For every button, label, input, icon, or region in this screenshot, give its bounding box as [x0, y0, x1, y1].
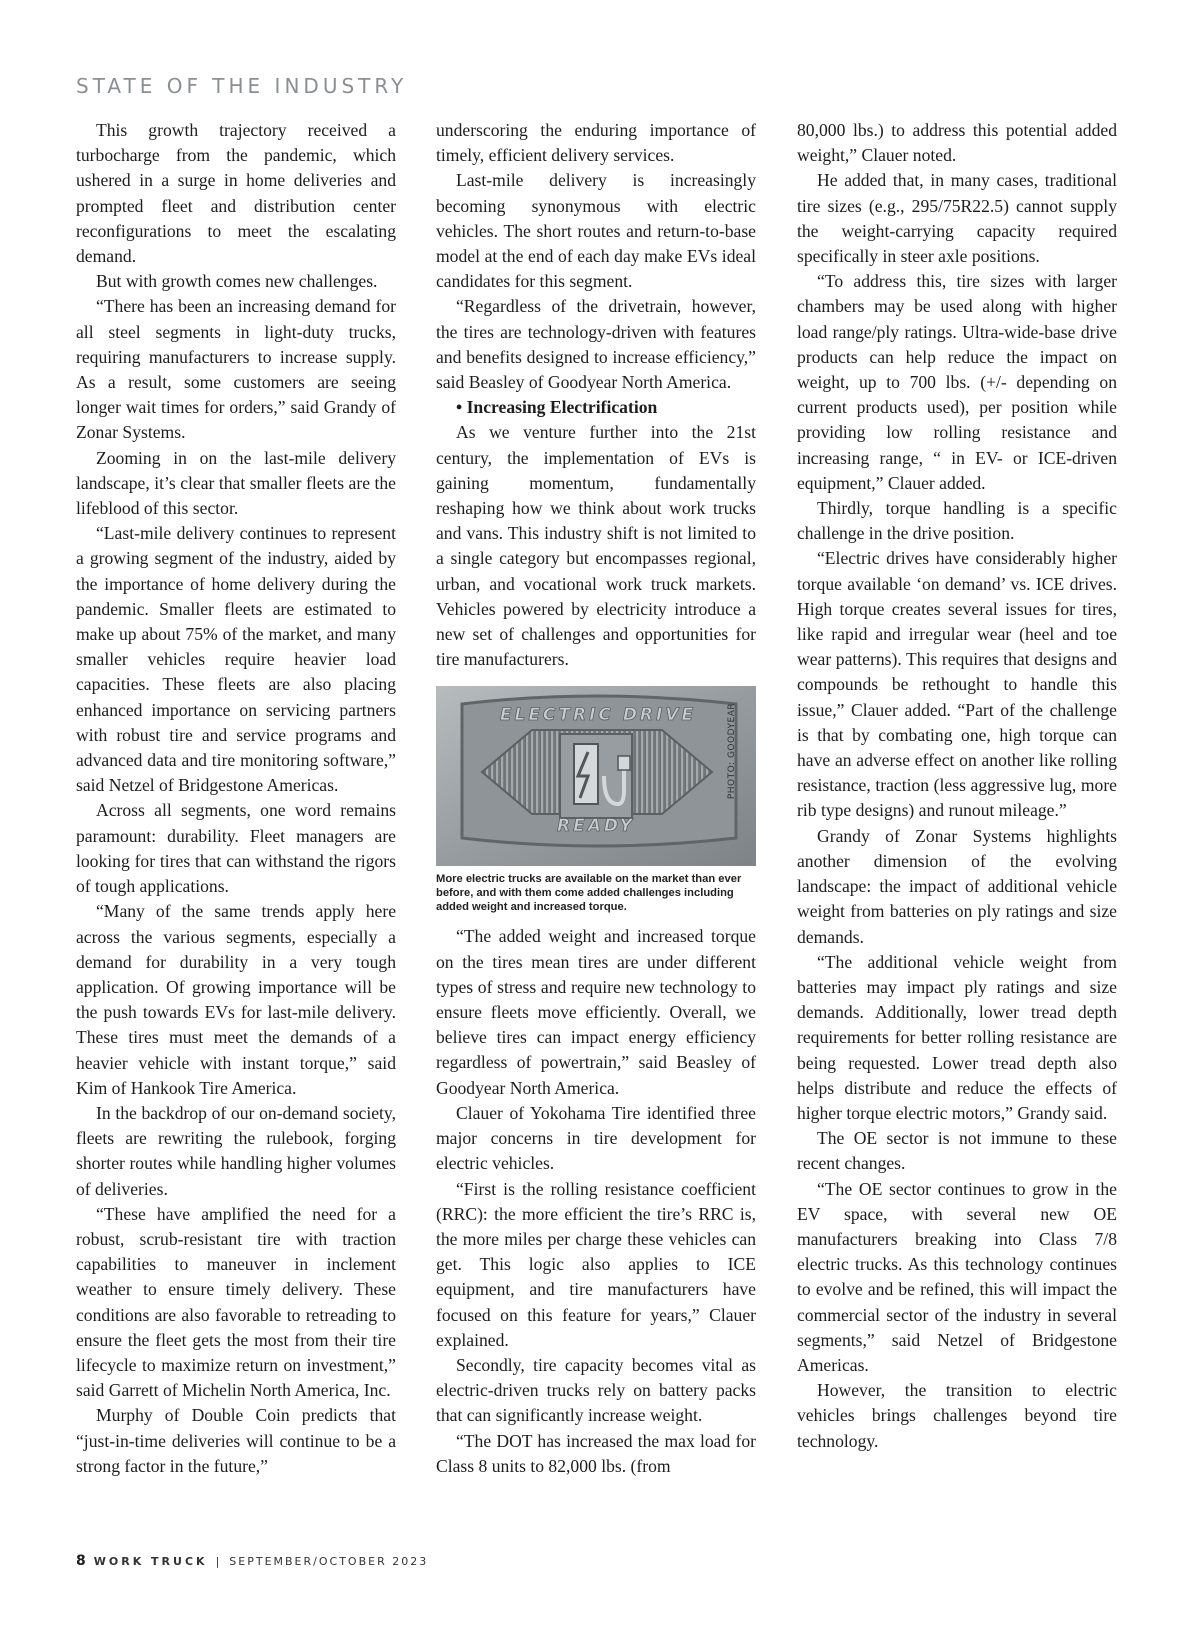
paragraph: But with growth comes new challenges.: [96, 271, 378, 292]
svg-text:ELECTRIC DRIVE: ELECTRIC DRIVE: [499, 705, 697, 726]
photo-caption: More electric trucks are available on the market than ever before, and with them come added challenges including added weight and increased torque.: [436, 873, 742, 914]
paragraph: Secondly, tire capacity becomes vital as electric-driven trucks rely on battery packs that can significantly increase weight.: [436, 1354, 756, 1426]
tire-sidewall-photo: [436, 686, 756, 866]
paragraph: “Electric drives have considerably higher torque available ‘on demand’ vs. ICE drives. High torque creates several issues for tires, like rapid and irregular wear (heel and toe wear patterns). This requires that designs and compounds be rethought to handle this issue,” Clauer added. “Part of the challenge is that by combating one, high torque can have an adverse effect on another like rolling resistance, traction (less aggressive lug, more rib type designs) and runout mileage.”: [797, 548, 1117, 821]
paragraph: “The DOT has increased the max load for Class 8 units to 82,000 lbs. (from: [436, 1430, 756, 1476]
paragraph: “Many of the same trends apply here across the various segments, especially a demand for durability in a very tough application. Of growing importance will be the push towards EVs for last-mile delivery. These tires must meet the demands of a heavier vehicle with instant torque,” said Kim of Hankook Tire America.: [76, 901, 396, 1098]
paragraph: “The OE sector continues to grow in the EV space, with several new OE manufacturers breaking into Class 7/8 electric trucks. As this technology continues to evolve and be refined, this will impact the commercial sector of the industry in several segments,” said Netzel of Bridgestone Americas.: [797, 1178, 1117, 1375]
section-header: STATE OF THE INDUSTRY: [76, 74, 408, 98]
svg-text:READY: READY: [557, 816, 635, 837]
paragraph: In the backdrop of our on-demand society, fleets are rewriting the rulebook, forging shorter routes while handling higher volumes of deliveries.: [76, 1102, 396, 1199]
paragraph: “Regardless of the drivetrain, however, the tires are technology-driven with features and benefits designed to increase efficiency,” said Beasley of Goodyear North America.: [436, 296, 756, 393]
paragraph: “First is the rolling resistance coefficient (RRC): the more efficient the tire’s RRC is, the more miles per charge these vehicles can get. This logic also applies to ICE equipment, and tire manufacturers have focused on this feature for years,” Clauer explained.: [436, 1178, 756, 1350]
paragraph: Clauer of Yokohama Tire identified three major concerns in tire development for electric vehicles.: [436, 1102, 756, 1174]
paragraph: He added that, in many cases, traditional tire sizes (e.g., 295/75R22.5) cannot supply the weight-carrying capacity required specifically in steer axle positions.: [797, 170, 1117, 267]
paragraph: Murphy of Double Coin predicts that “just-in-time deliveries will continue to be a strong factor in the future,”: [76, 1405, 396, 1476]
paragraph: This growth trajectory received a turbocharge from the pandemic, which ushered in a surge in home deliveries and prompted fleet and distribution center reconfigurations to meet the escalating demand.: [76, 120, 396, 267]
paragraph: “To address this, tire sizes with larger chambers may be used along with higher load range/ply ratings. Ultra-wide-base drive products can help reduce the impact on weight, up to 700 lbs. (+/- depending on current products used), per position while providing low rolling resistance and increasing range, “ in EV- or ICE-driven equipment,” Clauer added.: [797, 271, 1117, 493]
footer-separator: |: [215, 1555, 222, 1568]
paragraph: “The additional vehicle weight from batteries may impact ply ratings and size demands. Additionally, lower tread depth requirements for better rolling resistance are being requested. Lower tread depth also helps distribute and reduce the effects of higher torque electric motors,” Grandy said.: [797, 951, 1117, 1123]
column-1: [76, 118, 396, 1479]
page-number: 8: [76, 1553, 86, 1569]
paragraph: Thirdly, torque handling is a specific challenge in the drive position.: [797, 498, 1117, 544]
paragraph: The OE sector is not immune to these recent changes.: [797, 1128, 1117, 1174]
paragraph: “There has been an increasing demand for all steel segments in light-duty trucks, requiring manufacturers to increase supply. As a result, some customers are seeing longer wait times for orders,” said Grandy of Zonar Systems.: [76, 296, 396, 443]
page-footer: [76, 1553, 428, 1569]
paragraph-continued: 80,000 lbs.) to address this potential added weight,” Clauer noted.: [797, 120, 1117, 166]
paragraph: “The added weight and increased torque on the tires mean tires are under different types of stress and require new technology to ensure fleets move efficiently. Overall, we believe tires can impact energy efficiency regardless of powertrain,” said Beasley of Goodyear North America.: [436, 926, 756, 1098]
paragraph: Last-mile delivery is increasingly becoming synonymous with electric vehicles. The short routes and return-to-base model at the end of each day make EVs ideal candidates for this segment.: [436, 170, 756, 292]
photo-credit: PHOTO: GOODYEAR: [726, 703, 737, 800]
paragraph: Zooming in on the last-mile delivery landscape, it’s clear that smaller fleets are the lifeblood of this sector.: [76, 447, 396, 519]
bullet-icon: •: [456, 397, 463, 418]
paragraph: Across all segments, one word remains paramount: durability. Fleet managers are looking for tires that can withstand the rigors of tough applications.: [76, 800, 396, 897]
subheading: [436, 395, 756, 420]
paragraph: “Last-mile delivery continues to represent a growing segment of the industry, aided by the importance of home delivery during the pandemic. Smaller fleets are estimated to make up about 75% of the market, and many smaller vehicles require heavier load capacities. These fleets are also placing enhanced importance on servicing partners with robust tire and service programs and advanced data and tire monitoring software,” said Netzel of Bridgestone Americas.: [76, 523, 396, 796]
column-3: [797, 118, 1117, 1454]
paragraph-continued: underscoring the enduring importance of timely, efficient delivery services.: [436, 120, 756, 166]
paragraph: As we venture further into the 21st century, the implementation of EVs is gaining momentum, fundamentally reshaping how we think about work trucks and vans. This industry shift is not limited to a single category but encompasses regional, urban, and vocational work truck markets. Vehicles powered by electricity introduce a new set of challenges and opportunities for tire manufacturers.: [436, 422, 756, 670]
paragraph: “These have amplified the need for a robust, scrub-resistant tire with traction capabilities to maneuver in inclement weather to ensure timely delivery. These conditions are also favorable to retreading to ensure the fleet gets the most from their tire lifecycle to maximize return on investment,” said Garrett of Michelin North America, Inc.: [76, 1203, 396, 1401]
figure: [436, 686, 756, 914]
column-2: [436, 118, 756, 1479]
magazine-name: WORK TRUCK: [93, 1555, 208, 1568]
issue-date: SEPTEMBER/OCTOBER 2023: [229, 1555, 429, 1568]
paragraph: However, the transition to electric vehicles brings challenges beyond tire technology.: [797, 1380, 1117, 1451]
paragraph: Grandy of Zonar Systems highlights another dimension of the evolving landscape: the impact of additional vehicle weight from batteries on ply ratings and size demands.: [797, 825, 1117, 947]
subheading-text: Increasing Electrification: [466, 397, 658, 418]
